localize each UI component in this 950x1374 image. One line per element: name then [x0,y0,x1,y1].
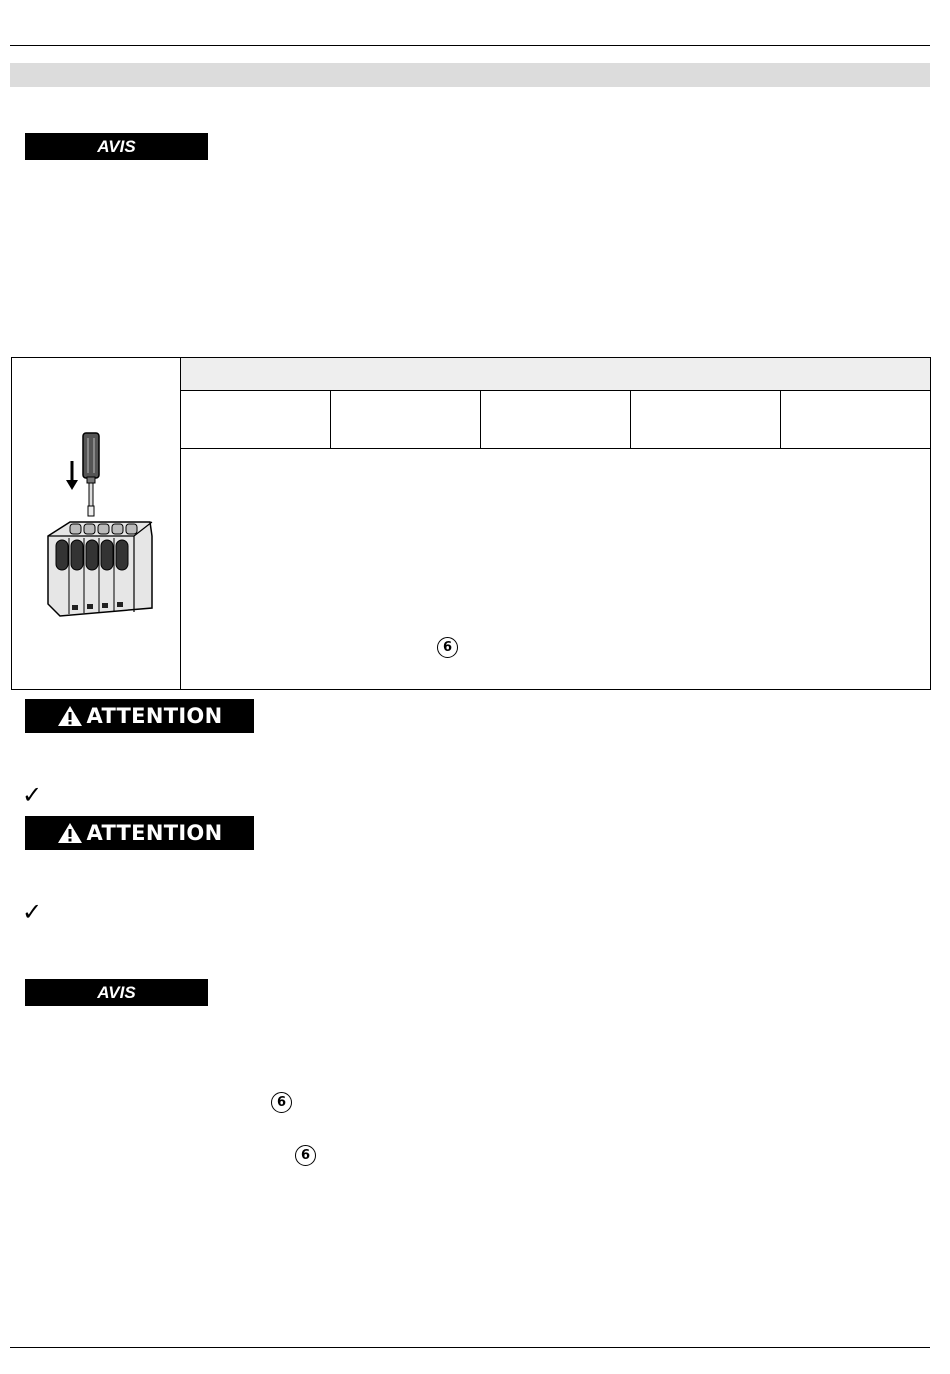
table-header-row [181,358,930,391]
warning-label-attention [25,816,254,850]
bottom-rule [10,1347,930,1348]
circled-number-6: 6 [271,1092,292,1113]
warning-triangle-icon [57,822,83,844]
circled-number-6: 6 [437,637,458,658]
notice-label-avis: AVIS [25,979,208,1006]
top-rule [10,45,930,46]
table-image-cell [12,358,181,689]
table-cell-5 [781,391,930,449]
table-cell-1 [181,391,331,449]
check-icon: ✓ [22,781,43,809]
warning-label-text: ATTENTION [86,821,223,845]
notice-label-avis: AVIS [25,133,208,160]
circled-number-6: 6 [295,1145,316,1166]
warning-label-attention [25,699,254,733]
check-icon: ✓ [22,898,43,926]
screwdriver-terminal-illustration [12,358,180,689]
warning-label-text: ATTENTION [86,704,223,728]
connection-table [11,357,931,690]
table-cell-2 [331,391,481,449]
table-cell-4 [631,391,781,449]
section-header-band [10,63,930,87]
table-cell-3 [481,391,631,449]
warning-triangle-icon [57,705,83,727]
